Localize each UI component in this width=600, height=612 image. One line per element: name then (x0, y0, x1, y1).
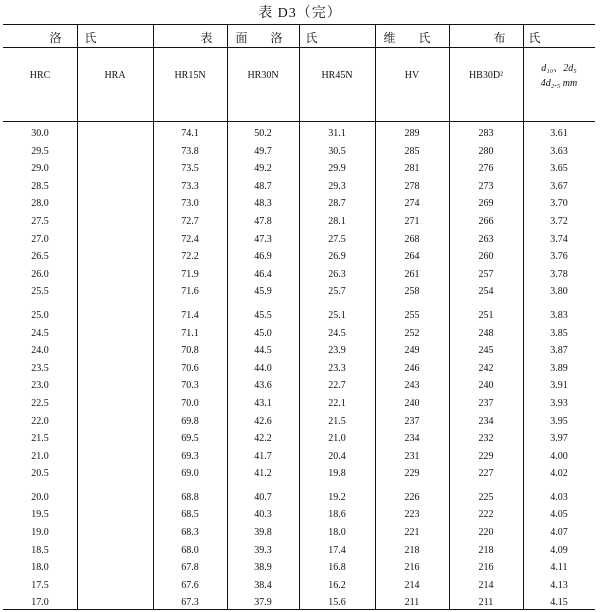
table-cell: 31.1 (328, 128, 346, 139)
table-cell: 23.5 (31, 362, 49, 374)
table-cell: 276 (478, 163, 494, 175)
table-cell: 3.93 (550, 397, 568, 409)
table-cell: 234 (478, 415, 494, 427)
table-cell: 216 (404, 562, 420, 574)
table-cell: 271 (404, 215, 420, 227)
table-cell: 218 (404, 544, 420, 556)
group-header-rockwell: 洛 氏 (49, 31, 107, 45)
table-cell: 71.1 (181, 327, 199, 339)
table-cell: 68.8 (181, 491, 199, 503)
table-cell: 21.5 (31, 433, 49, 445)
table-cell: 73.3 (181, 180, 199, 192)
table-cell: 29.5 (31, 145, 49, 157)
table-cell: 16.2 (328, 579, 346, 591)
table-cell: 3.97 (550, 433, 568, 445)
table-cell: 4.13 (550, 579, 568, 591)
table-cell: 70.3 (181, 380, 199, 392)
table-cell: 71.9 (181, 268, 199, 280)
table-cell: 4.03 (550, 491, 568, 503)
table-cell: 214 (404, 579, 420, 591)
table-cell: 3.63 (550, 145, 568, 157)
table-cell: 25.5 (31, 286, 49, 298)
table-cell: 3.65 (550, 163, 568, 175)
table-cell (77, 307, 153, 325)
table-cell: 48.3 (254, 198, 272, 210)
table-cell: 3.83 (550, 309, 568, 321)
table-cell (77, 577, 153, 595)
table-cell: 248 (478, 327, 494, 339)
table-cell: 3.87 (550, 345, 568, 357)
table-cell: 27.5 (31, 215, 49, 227)
table-cell (77, 231, 153, 249)
table-cell: 18.0 (31, 562, 49, 574)
table-cell: 73.8 (181, 145, 199, 157)
table-cell: 226 (404, 491, 420, 503)
table-cell: 30.5 (328, 145, 346, 157)
table-cell: 4.05 (550, 509, 568, 521)
table-cell: 227 (478, 468, 494, 480)
indent-diameter-line1: d₁₀、2d₅ (541, 63, 577, 74)
table-cell: 28.1 (328, 215, 346, 227)
table-cell: 50.2 (254, 128, 272, 139)
table-cell (77, 377, 153, 395)
table-cell: 3.72 (550, 215, 568, 227)
table-cell: 38.9 (254, 562, 272, 574)
table-cell (77, 430, 153, 448)
table-cell: 220 (478, 527, 494, 539)
table-cell: 17.0 (31, 597, 49, 609)
table-cell: 29.3 (328, 180, 346, 192)
column-header-hr45n: HR45N (321, 70, 353, 81)
table-cell: 260 (478, 251, 494, 263)
group-header-brinell: 布 氏 (493, 31, 551, 45)
table-cell: 22.7 (328, 380, 346, 392)
table-cell: 3.78 (550, 268, 568, 280)
table-cell: 214 (478, 579, 494, 591)
table-cell: 45.9 (254, 286, 272, 298)
column-header-hr30n: HR30N (247, 70, 279, 81)
table-cell: 67.3 (181, 597, 199, 609)
table-cell: 26.9 (328, 251, 346, 263)
indent-diameter-line2: 4d₂.₅ mm (540, 78, 578, 89)
table-cell: 3.70 (550, 198, 568, 210)
column-header-hb: HB30D² (468, 70, 504, 81)
column-hr45n (299, 125, 375, 612)
table-cell: 23.9 (328, 345, 346, 357)
table-cell: 72.4 (181, 233, 199, 245)
table-cell: 274 (404, 198, 420, 210)
table-cell: 21.5 (328, 415, 346, 427)
table-cell: 255 (404, 309, 420, 321)
table-cell: 249 (404, 345, 420, 357)
table-cell: 229 (404, 468, 420, 480)
table-cell: 273 (478, 180, 494, 192)
table-cell: 278 (404, 180, 420, 192)
table-cell: 22.0 (31, 415, 49, 427)
table-cell: 3.80 (550, 286, 568, 298)
table-cell: 28.7 (328, 198, 346, 210)
table-cell: 4.02 (550, 468, 568, 480)
table-cell: 237 (404, 415, 420, 427)
table-cell: 221 (404, 527, 420, 539)
table-cell (77, 489, 153, 507)
table-cell: 69.3 (181, 450, 199, 462)
table-cell: 229 (478, 450, 494, 462)
table-cell (77, 542, 153, 560)
table-cell: 21.0 (328, 433, 346, 445)
table-cell: 39.3 (254, 544, 272, 556)
table-cell: 245 (478, 345, 494, 357)
table-cell: 39.8 (254, 527, 272, 539)
table-cell: 261 (404, 268, 420, 280)
table-cell: 211 (404, 597, 420, 609)
table-cell: 29.0 (31, 163, 49, 175)
table-cell: 30.0 (31, 128, 49, 139)
header-bottom-rule (3, 121, 595, 122)
table-cell: 26.0 (31, 268, 49, 280)
table-cell: 41.2 (254, 468, 272, 480)
table-cell: 69.0 (181, 468, 199, 480)
table-cell (77, 266, 153, 284)
table-title: 表 D3（完） (258, 6, 342, 21)
table-cell (77, 465, 153, 483)
column-hv (375, 125, 449, 612)
table-cell: 20.4 (328, 450, 346, 462)
column-header-hr15n: HR15N (174, 70, 206, 81)
table-cell: 26.5 (31, 251, 49, 263)
table-cell: 269 (478, 198, 494, 210)
table-cell: 231 (404, 450, 420, 462)
column-hr30n (227, 125, 299, 612)
table-cell: 22.5 (31, 397, 49, 409)
table-cell: 40.7 (254, 491, 272, 503)
table-cell: 283 (478, 128, 494, 139)
table-cell: 17.4 (328, 544, 346, 556)
table-cell: 237 (478, 397, 494, 409)
table-cell: 3.61 (550, 128, 568, 139)
table-cell: 223 (404, 509, 420, 521)
table-cell: 67.8 (181, 562, 199, 574)
table-cell: 68.3 (181, 527, 199, 539)
table-cell: 70.0 (181, 397, 199, 409)
table-cell (77, 143, 153, 161)
table-cell: 257 (478, 268, 494, 280)
table-cell (77, 283, 153, 301)
table-cell: 46.9 (254, 251, 272, 263)
table-cell: 69.8 (181, 415, 199, 427)
table-cell: 46.4 (254, 268, 272, 280)
table-cell: 17.5 (31, 579, 49, 591)
table-cell: 27.5 (328, 233, 346, 245)
table-cell (77, 125, 153, 143)
table-cell: 45.5 (254, 309, 272, 321)
table-cell (77, 195, 153, 213)
table-cell: 23.0 (31, 380, 49, 392)
table-cell (77, 413, 153, 431)
table-cell: 26.3 (328, 268, 346, 280)
table-cell: 240 (404, 397, 420, 409)
table-cell (77, 448, 153, 466)
table-cell: 72.7 (181, 215, 199, 227)
table-cell: 264 (404, 251, 420, 263)
column-hr15n (153, 125, 227, 612)
table-cell (77, 248, 153, 266)
table-cell: 232 (478, 433, 494, 445)
table-cell (77, 360, 153, 378)
table-cell: 246 (404, 362, 420, 374)
table-cell: 263 (478, 233, 494, 245)
table-cell: 43.6 (254, 380, 272, 392)
column-hrc (3, 125, 77, 612)
table-cell: 24.0 (31, 345, 49, 357)
table-cell: 71.6 (181, 286, 199, 298)
table-cell: 225 (478, 491, 494, 503)
table-cell (77, 506, 153, 524)
table-cell: 19.0 (31, 527, 49, 539)
table-cell: 38.4 (254, 579, 272, 591)
table-cell: 216 (478, 562, 494, 574)
table-cell (77, 594, 153, 612)
table-cell: 19.8 (328, 468, 346, 480)
table-cell: 285 (404, 145, 420, 157)
table-cell: 40.3 (254, 509, 272, 521)
table-cell: 43.1 (254, 397, 272, 409)
table-cell (77, 395, 153, 413)
table-cell: 280 (478, 145, 494, 157)
table-cell: 67.6 (181, 579, 199, 591)
table-cell: 240 (478, 380, 494, 392)
table-cell: 211 (478, 597, 494, 609)
column-indent-diameter (523, 125, 595, 612)
group-header-vickers: 维 氏 (383, 31, 441, 45)
table-cell: 28.0 (31, 198, 49, 210)
table-cell: 24.5 (31, 327, 49, 339)
table-cell: 44.0 (254, 362, 272, 374)
table-cell: 21.0 (31, 450, 49, 462)
group-header-surface-rockwell: 表 面 洛 氏 (200, 31, 328, 45)
table-cell: 20.5 (31, 468, 49, 480)
table-cell: 44.5 (254, 345, 272, 357)
column-header-hrc: HRC (29, 70, 51, 81)
table-cell: 19.5 (31, 509, 49, 521)
table-cell: 258 (404, 286, 420, 298)
table-cell (77, 342, 153, 360)
table-cell: 68.5 (181, 509, 199, 521)
column-header-indent-diameter (523, 61, 595, 91)
table-cell: 222 (478, 509, 494, 521)
table-cell (77, 178, 153, 196)
table-cell: 281 (404, 163, 420, 175)
table-cell: 18.5 (31, 544, 49, 556)
table-cell: 42.6 (254, 415, 272, 427)
table-cell: 254 (478, 286, 494, 298)
column-hb (449, 125, 523, 612)
table-cell: 68.0 (181, 544, 199, 556)
table-cell: 47.8 (254, 215, 272, 227)
column-header-hra: HRA (104, 70, 126, 81)
table-cell: 25.1 (328, 309, 346, 321)
table-cell: 4.15 (550, 597, 568, 609)
table-cell: 18.6 (328, 509, 346, 521)
table-cell: 218 (478, 544, 494, 556)
table-cell: 4.07 (550, 527, 568, 539)
table-cell: 29.9 (328, 163, 346, 175)
table-cell: 266 (478, 215, 494, 227)
table-cell (77, 559, 153, 577)
table-cell: 23.3 (328, 362, 346, 374)
table-cell: 16.8 (328, 562, 346, 574)
table-cell: 22.1 (328, 397, 346, 409)
table-cell: 69.5 (181, 433, 199, 445)
table-cell: 3.89 (550, 362, 568, 374)
table-cell: 289 (404, 128, 420, 139)
table-cell: 73.0 (181, 198, 199, 210)
table-cell: 70.6 (181, 362, 199, 374)
table-cell: 3.85 (550, 327, 568, 339)
table-cell (77, 524, 153, 542)
hardness-conversion-table (3, 24, 595, 610)
table-cell: 4.00 (550, 450, 568, 462)
table-cell: 72.2 (181, 251, 199, 263)
table-cell: 251 (478, 309, 494, 321)
table-cell: 3.76 (550, 251, 568, 263)
table-cell: 15.6 (328, 597, 346, 609)
table-cell: 19.2 (328, 491, 346, 503)
table-cell: 37.9 (254, 597, 272, 609)
table-cell: 25.7 (328, 286, 346, 298)
table-cell: 74.1 (181, 128, 199, 139)
table-cell: 20.0 (31, 491, 49, 503)
table-cell (77, 213, 153, 231)
table-cell: 3.95 (550, 415, 568, 427)
table-cell: 252 (404, 327, 420, 339)
table-cell: 243 (404, 380, 420, 392)
table-cell: 25.0 (31, 309, 49, 321)
table-cell: 3.91 (550, 380, 568, 392)
column-header-hv: HV (404, 70, 420, 81)
table-cell: 268 (404, 233, 420, 245)
group-header-rule (3, 47, 595, 48)
table-cell: 28.5 (31, 180, 49, 192)
table-cell: 45.0 (254, 327, 272, 339)
table-cell: 4.09 (550, 544, 568, 556)
table-cell: 242 (478, 362, 494, 374)
table-cell: 24.5 (328, 327, 346, 339)
table-cell (77, 160, 153, 178)
table-cell: 73.5 (181, 163, 199, 175)
table-cell: 71.4 (181, 309, 199, 321)
table-cell: 27.0 (31, 233, 49, 245)
table-cell: 49.7 (254, 145, 272, 157)
table-cell: 41.7 (254, 450, 272, 462)
table-cell: 234 (404, 433, 420, 445)
table-cell: 70.8 (181, 345, 199, 357)
table-cell (77, 325, 153, 343)
table-cell: 18.0 (328, 527, 346, 539)
table-cell: 3.67 (550, 180, 568, 192)
table-cell: 42.2 (254, 433, 272, 445)
table-cell: 49.2 (254, 163, 272, 175)
table-cell: 47.3 (254, 233, 272, 245)
table-cell: 48.7 (254, 180, 272, 192)
column-hra (77, 125, 153, 612)
table-cell: 4.11 (550, 562, 568, 574)
table-cell: 3.74 (550, 233, 568, 245)
